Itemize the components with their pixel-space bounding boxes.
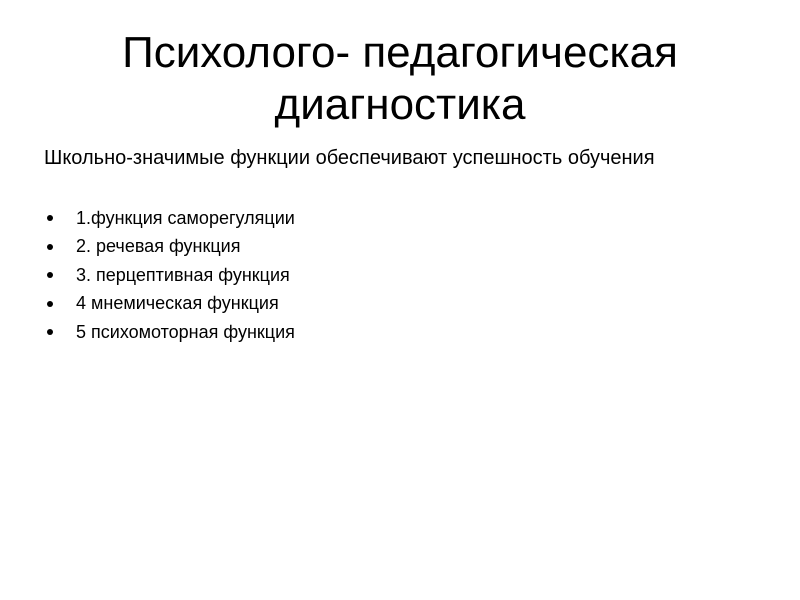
slide-title-line-1: Психолого- педагогическая [122,28,678,77]
bullet-icon [47,244,53,250]
slide-title [0,27,800,131]
bullet-text: 3. перцептивная функция [76,264,290,285]
bullet-item [44,290,295,319]
bullet-item [44,261,295,290]
bullet-icon [47,215,53,221]
bullet-text: 5 психомоторная функция [76,321,295,342]
bullet-item [44,204,295,233]
bullet-icon [47,301,53,307]
bullet-item [44,233,295,262]
bullet-item [44,318,295,347]
slide-subtitle: Школьно-значимые функции обеспечивают успешность обучения [44,147,655,169]
bullet-list [44,204,295,347]
bullet-icon [47,272,53,278]
bullet-icon [47,329,53,335]
slide-title-line-2: диагностика [274,80,526,129]
bullet-text: 4 мнемическая функция [76,293,279,314]
bullet-text: 1.функция саморегуляции [76,207,295,228]
bullet-text: 2. речевая функция [76,236,241,257]
